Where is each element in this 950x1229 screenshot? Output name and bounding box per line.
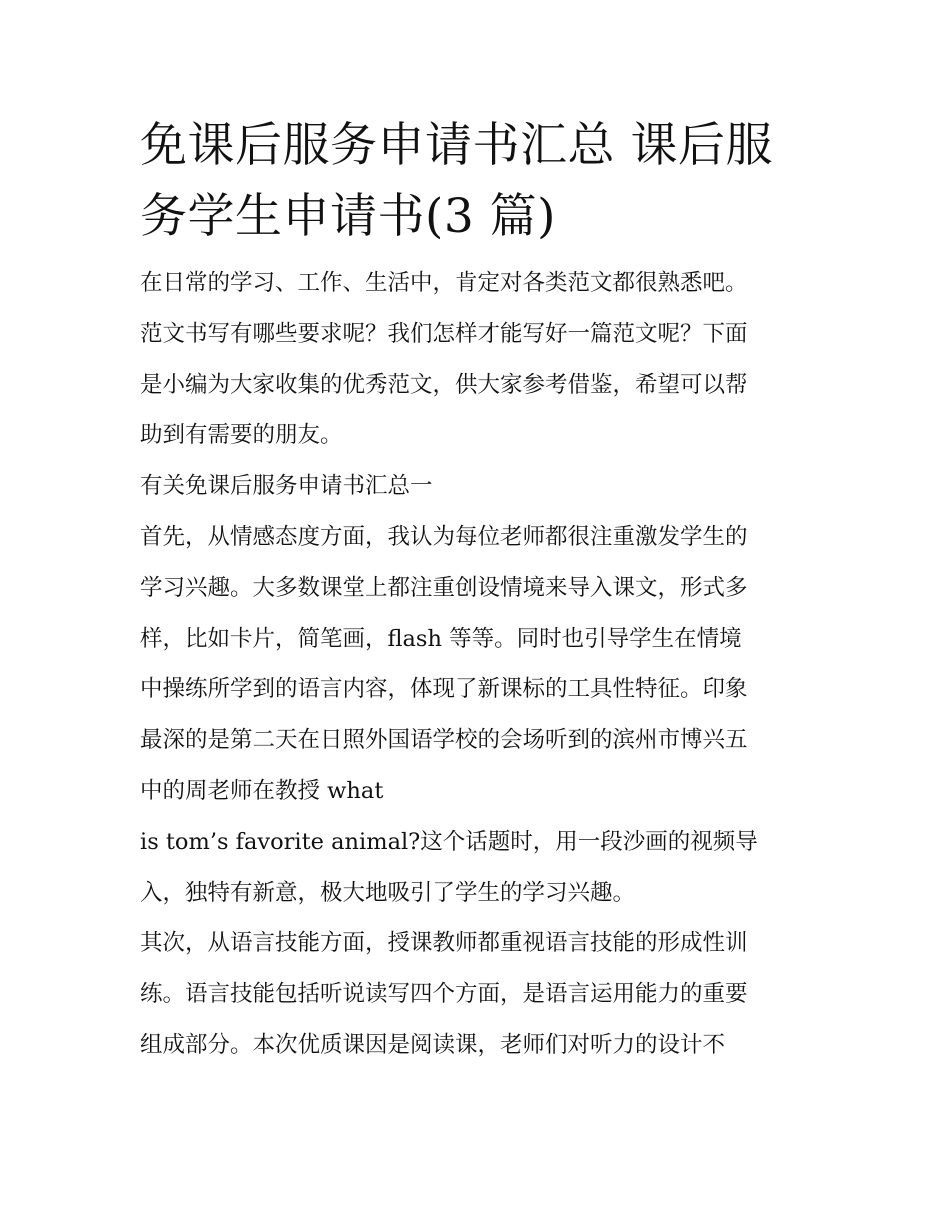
text-line: 中操练所学到的语言内容，体现了新课标的工具性特征。印象 (140, 676, 748, 703)
paragraph (140, 512, 812, 817)
paragraph (140, 918, 812, 1070)
text-line: 助到有需要的朋友。 (140, 422, 343, 449)
document-body (140, 258, 812, 1071)
text-line: 是小编为大家收集的优秀范文，供大家参考借鉴，希望可以帮 (140, 371, 748, 398)
paragraph (140, 817, 812, 919)
text-line: 首先，从情感态度方面，我认为每位老师都很注重激发学生的 (140, 523, 748, 550)
text-line: 练。语言技能包括听说读写四个方面，是语言运用能力的重要 (140, 981, 748, 1008)
document-title (140, 110, 812, 252)
document-page (140, 110, 812, 1071)
text-line: 其次，从语言技能方面，授课教师都重视语言技能的形成性训 (140, 930, 748, 957)
paragraph (140, 258, 812, 461)
text-line: 中的周老师在教授 what (140, 777, 384, 804)
text-line: 样，比如卡片，简笔画，flash 等等。同时也引导学生在情境 (140, 625, 742, 652)
paragraph (140, 461, 812, 512)
title-line-2: 务学生申请书(3 篇) (140, 189, 557, 244)
text-line: is tom’s favorite animal?这个话题时，用一段沙画的视频导 (140, 828, 758, 855)
title-line-1: 免课后服务申请书汇总 课后服 (140, 118, 773, 173)
text-line: 范文书写有哪些要求呢？我们怎样才能写好一篇范文呢？下面 (140, 320, 748, 347)
text-line: 在日常的学习、工作、生活中，肯定对各类范文都很熟悉吧。 (140, 270, 748, 296)
text-line: 学习兴趣。大多数课堂上都注重创设情境来导入课文，形式多 (140, 574, 748, 601)
text-line: 入，独特有新意，极大地吸引了学生的学习兴趣。 (140, 879, 636, 906)
text-line: 有关免课后服务申请书汇总一 (140, 473, 433, 500)
text-line: 最深的是第二天在日照外国语学校的会场听到的滨州市博兴五 (140, 727, 748, 754)
text-line: 组成部分。本次优质课因是阅读课，老师们对听力的设计不 (140, 1031, 726, 1058)
